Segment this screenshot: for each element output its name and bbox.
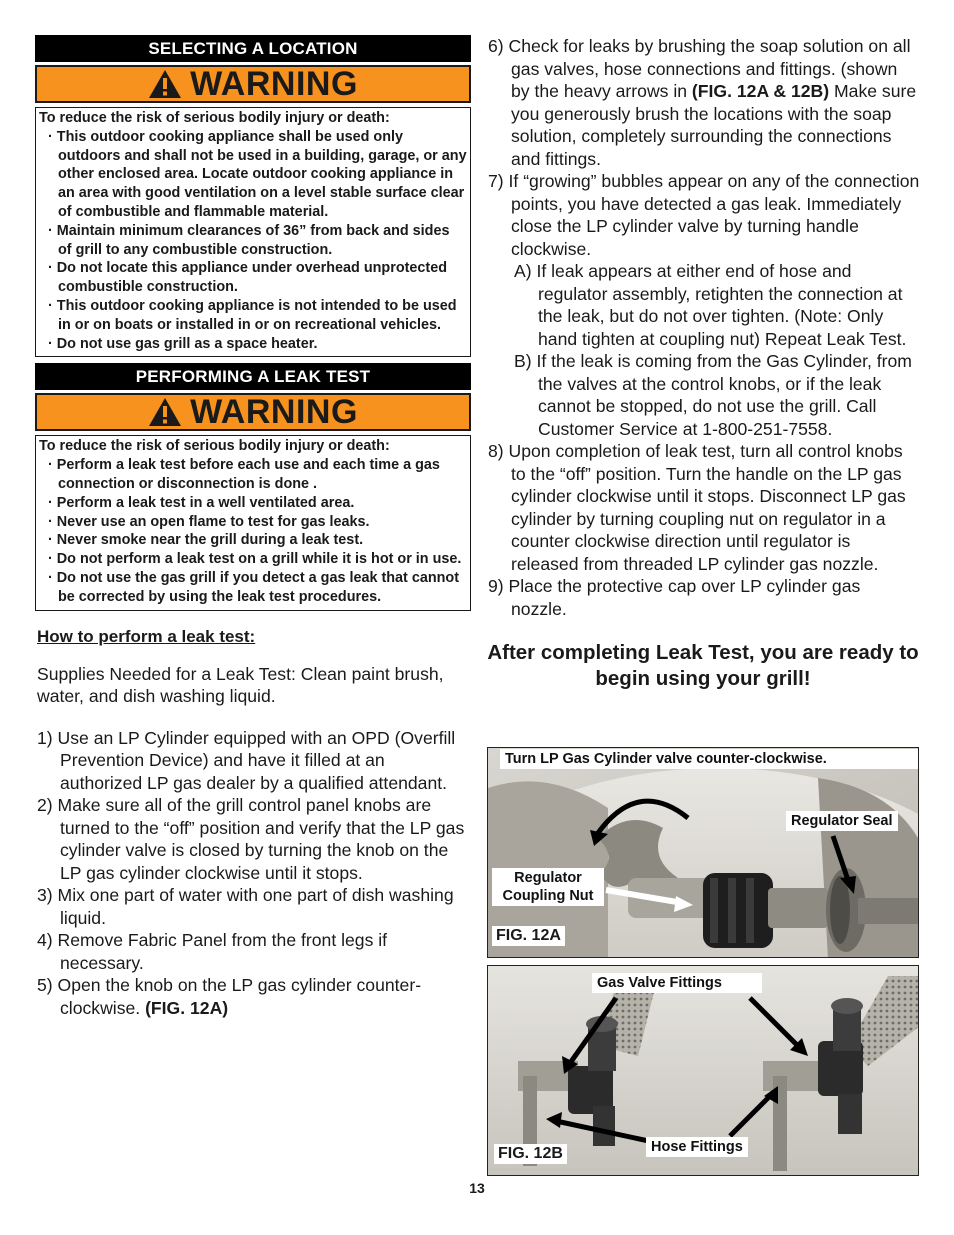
fig12a-caption: Turn LP Gas Cylinder valve counter-clockwise.	[500, 749, 918, 769]
step-item: 4) Remove Fabric Panel from the front legs if necessary.	[37, 930, 388, 973]
figure-reference: (FIG. 12A)	[145, 997, 229, 1018]
steps-list-right	[486, 35, 920, 620]
figure-12b	[487, 965, 919, 1176]
step-text: 5) Open the knob on the LP gas cylinder counter-clockwise.	[37, 975, 422, 1018]
warning-bullet: · Do not use the gas grill if you detect a gas leak that cannot be corrected by using the leak test procedures.	[48, 569, 460, 605]
hose-fittings-callout: Hose Fittings	[646, 1137, 748, 1157]
warning-bullet: · Do not locate this appliance under overhead unprotected combustible construction.	[48, 260, 447, 296]
fig12a-label: FIG. 12A	[492, 926, 565, 946]
regulator-coupling-nut-callout: Regulator Coupling Nut	[492, 868, 604, 906]
warning-bullet: · Never smoke near the grill during a leak test.	[48, 532, 364, 549]
warning-triangle-icon	[148, 397, 182, 427]
step-text: 6) Check for leaks by brushing the soap solution on all gas valves, hose connections and fittings. (shown by the heavy arrows in	[488, 36, 911, 101]
warning-bullet: · Do not use gas grill as a space heater.	[48, 335, 318, 352]
step-item	[488, 35, 920, 170]
step-item: 3) Mix one part of water with one part of dish washing liquid.	[37, 885, 454, 928]
warning-intro: To reduce the risk of serious bodily injury or death:	[39, 438, 390, 455]
step-item: 1) Use an LP Cylinder equipped with an OPD (Overfill Prevention Device) and have it filled at an authorized LP gas dealer by a qualified attendant.	[37, 727, 456, 793]
warning-banner-location	[35, 65, 471, 103]
warning-intro: To reduce the risk of serious bodily injury or death:	[39, 110, 390, 126]
warning-banner-leak-test	[35, 393, 471, 431]
step-item	[37, 974, 471, 1019]
section-header-location: SELECTING A LOCATION	[35, 35, 471, 62]
fig12b-label: FIG. 12B	[494, 1144, 567, 1164]
warning-box-location	[35, 107, 471, 357]
regulator-seal-callout: Regulator Seal	[786, 811, 898, 831]
warning-word: WARNING	[190, 393, 358, 432]
left-column	[35, 35, 471, 1019]
gas-valve-fittings-callout: Gas Valve Fittings	[592, 973, 762, 993]
warning-bullet: · Do not perform a leak test on a grill while it is hot or in use.	[48, 551, 462, 568]
figure-reference: (FIG. 12A & 12B)	[691, 81, 830, 101]
warning-bullet: · Maintain minimum clearances of 36” from back and sides of grill to any combustible construction.	[48, 222, 450, 258]
warning-box-leak-test	[35, 435, 471, 610]
step-text: Make sure you generously brush the locations with the soap solution, completely surrounding the connections and fittings.	[511, 81, 917, 169]
page-number: 13	[469, 1180, 485, 1196]
steps-list-left	[35, 727, 471, 1020]
sub-step-item: A) If leak appears at either end of hose and regulator assembly, retighten the connection at the leak, but do not over tighten. (Note: Only hand tighten at coupling nut) Repeat Leak Test.	[514, 261, 907, 349]
figure-12a	[487, 747, 919, 958]
warning-word: WARNING	[190, 65, 358, 103]
warning-bullet: · Perform a leak test before each use and each time a gas connection or disconnection is done .	[48, 457, 440, 492]
step-item: 7) If “growing” bubbles appear on any of the connection points, you have detected a gas leak. Immediately close the LP cylinder valve by turning handle clockwise.	[488, 171, 920, 259]
warning-bullet: · This outdoor cooking appliance shall be used only outdoors and shall not be used in a building, garage, or any other enclosed area. Locate outdoor cooking appliance in an area with good ventilation on a level stable surface clear of combustible and flammable material.	[48, 128, 467, 220]
step-item: 2) Make sure all of the grill control panel knobs are turned to the “off” position and verify that the LP gas cylinder valve is closed by turning the knob on the LP gas cylinder clockwise until it stops.	[37, 795, 465, 883]
how-to-heading: How to perform a leak test:	[37, 626, 256, 646]
warning-bullet: · Perform a leak test in a well ventilated area.	[48, 494, 355, 511]
closing-statement: After completing Leak Test, you are ready to begin using your grill!	[487, 641, 919, 690]
warning-bullet: · Never use an open flame to test for gas leaks.	[48, 513, 370, 530]
step-item: 8) Upon completion of leak test, turn all control knobs to the “off” position. Turn the handle on the LP gas cylinder clockwise until it stops. Disconnect LP gas cylinder by turning coupling nut on regulator in a counter clockwise direction until regulator is released from threaded LP cylinder gas nozzle.	[488, 441, 906, 574]
warning-bullet: · This outdoor cooking appliance is not intended to be used in or on boats or installed in or on recreational vehicles.	[48, 297, 457, 333]
right-column	[486, 35, 920, 692]
supplies-text: Supplies Needed for a Leak Test: Clean paint brush, water, and dish washing liquid.	[37, 663, 444, 707]
warning-triangle-icon	[148, 69, 182, 99]
section-header-leak-test: PERFORMING A LEAK TEST	[35, 363, 471, 390]
step-item: 9) Place the protective cap over LP cylinder gas nozzle.	[488, 576, 861, 619]
sub-step-item: B) If the leak is coming from the Gas Cylinder, from the valves at the control knobs, or if the leak cannot be stopped, do not use the grill. Call Customer Service at 1-800-251-7558.	[514, 351, 912, 439]
